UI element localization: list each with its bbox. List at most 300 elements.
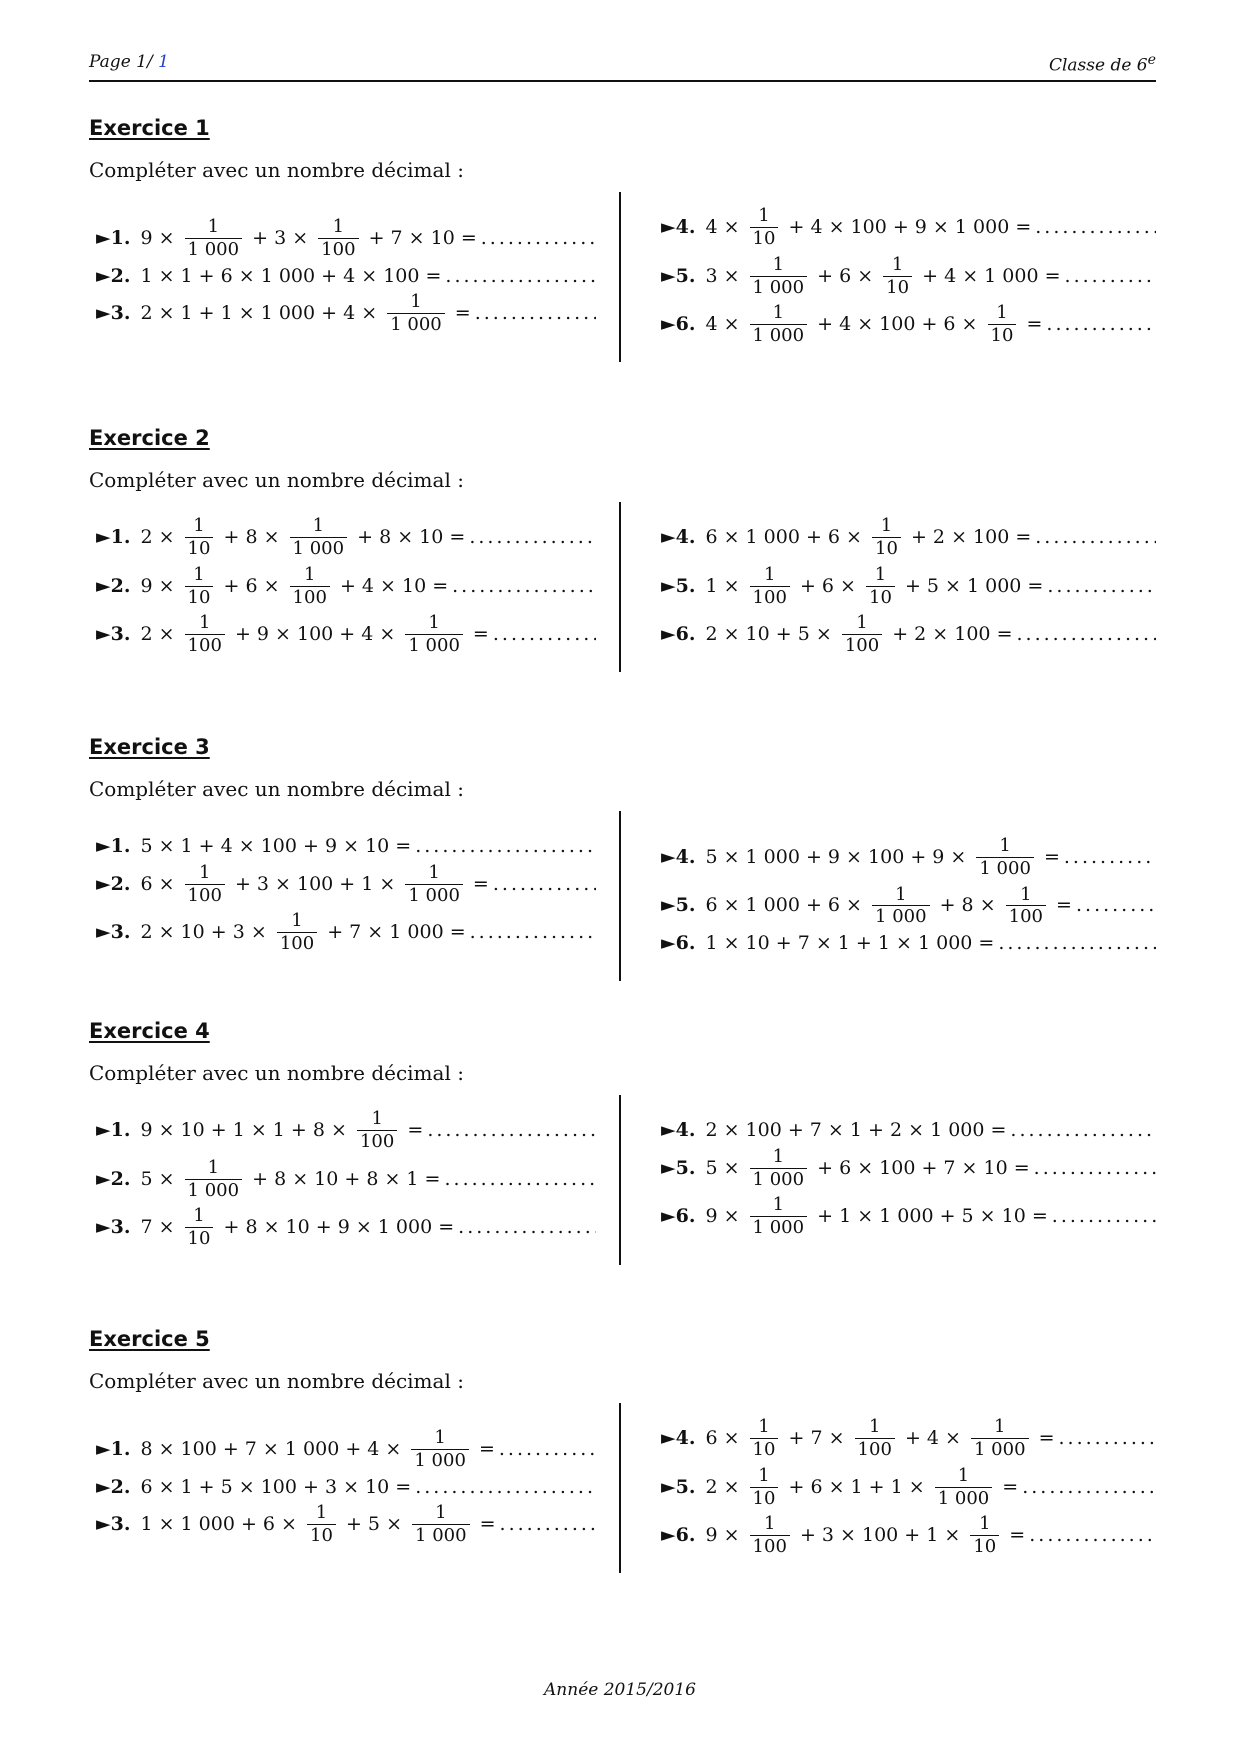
fraction [750, 206, 779, 249]
expression-text: 2 × [705, 1475, 746, 1498]
fraction [412, 1503, 470, 1546]
fraction [1006, 885, 1046, 928]
class-superscript: e [1147, 52, 1156, 68]
fraction-denominator: 100 [277, 932, 317, 954]
expression-text: + 6 × [793, 574, 862, 597]
expression-text: + 4 × 10 = [333, 574, 449, 597]
question-item [661, 303, 1156, 346]
page-number [89, 52, 169, 72]
fraction [405, 863, 463, 906]
fraction-denominator: 1 000 [750, 1216, 808, 1238]
expression-text: + 3 × 100 + 1 × [228, 872, 402, 895]
fraction-denominator: 100 [290, 586, 330, 608]
question-expression [705, 836, 1059, 879]
question-number: ►4. [661, 845, 696, 868]
left-column [96, 188, 596, 364]
page-link[interactable]: 1 [158, 52, 169, 72]
fraction-denominator: 1 000 [971, 1438, 1029, 1460]
question-expression [140, 516, 465, 559]
fraction-numerator: 1 [435, 1502, 447, 1524]
fraction-denominator: 100 [185, 884, 225, 906]
expression-text: 2 × [140, 623, 181, 646]
question-expression [140, 1206, 454, 1249]
question-item [96, 911, 596, 954]
fraction-numerator: 1 [880, 515, 893, 537]
fraction-denominator: 10 [307, 1524, 336, 1546]
question-number: ►3. [96, 1216, 131, 1239]
question-number: ►1. [96, 1118, 131, 1141]
expression-text: 2 × 10 + 3 × [140, 921, 273, 944]
expression-text: 2 × 10 + 5 × [705, 623, 838, 646]
exercise-columns [89, 807, 1156, 983]
question-expression [705, 565, 1043, 608]
expression-text: + 1 × 1 000 + 5 × 10 = [811, 1205, 1048, 1228]
answer-blank [444, 1169, 596, 1190]
fraction-numerator: 1 [874, 563, 887, 585]
question-item [661, 255, 1156, 298]
right-column [661, 1091, 1156, 1267]
fraction-denominator: 10 [185, 537, 214, 559]
answer-blank [1034, 1158, 1156, 1179]
fraction-denominator: 10 [185, 1227, 214, 1249]
question-number: ►3. [96, 921, 131, 944]
question-item [96, 217, 596, 260]
answer-blank [500, 1514, 596, 1535]
exercise-2 [89, 426, 1156, 674]
question-expression [705, 516, 1031, 559]
question-expression [140, 217, 476, 260]
answer-blank [475, 303, 596, 324]
expression-text: = [448, 302, 471, 325]
expression-text: 1 × 10 + 7 × 1 + 1 × 1 000 = [705, 932, 995, 955]
question-number: ►6. [661, 1524, 696, 1547]
answer-blank [1052, 1206, 1156, 1227]
column-divider [619, 1403, 621, 1573]
answer-blank [1010, 1120, 1156, 1141]
exercise-5 [89, 1327, 1156, 1575]
fraction-denominator: 1 000 [185, 238, 243, 260]
question-number: ►1. [96, 525, 131, 548]
fraction-numerator: 1 [410, 291, 422, 313]
fraction-numerator: 1 [312, 515, 325, 537]
answer-blank [493, 624, 596, 645]
fraction-denominator: 10 [185, 586, 214, 608]
fraction [750, 1195, 808, 1238]
fraction-numerator: 1 [315, 1502, 328, 1524]
question-item [661, 933, 1156, 954]
question-item [96, 565, 596, 608]
answer-blank [1035, 527, 1156, 548]
expression-text: 4 × [705, 215, 746, 238]
fraction-numerator: 1 [999, 834, 1011, 856]
expression-text: + 4 × 100 + 9 × 1 000 = [782, 215, 1032, 238]
fraction [185, 613, 225, 656]
question-expression [140, 911, 465, 954]
question-expression [705, 613, 1012, 656]
class-label [1049, 52, 1156, 76]
question-number: ►5. [661, 574, 696, 597]
exercise-title: Exercice 5 [89, 1327, 210, 1351]
fraction-denominator: 100 [750, 1535, 790, 1557]
question-item [661, 206, 1156, 249]
question-expression [140, 1109, 423, 1152]
expression-text: = [466, 872, 489, 895]
answer-blank [481, 228, 596, 249]
fraction-denominator: 10 [750, 1438, 779, 1460]
fraction [872, 516, 901, 559]
page-footer: Année 2015/2016 [544, 1680, 696, 1700]
question-number: ►4. [661, 1426, 696, 1449]
question-expression [140, 266, 441, 287]
expression-text: 6 × [140, 872, 181, 895]
fraction-numerator: 1 [891, 253, 904, 275]
column-divider [619, 811, 621, 981]
fraction-numerator: 1 [291, 910, 303, 932]
fraction [866, 565, 895, 608]
left-column [96, 498, 596, 674]
question-item [661, 1514, 1156, 1557]
fraction [970, 1514, 999, 1557]
question-number: ►5. [661, 1156, 696, 1179]
question-expression [705, 1120, 1006, 1141]
fraction-numerator: 1 [199, 612, 211, 634]
answer-blank [998, 933, 1156, 954]
fraction [411, 1428, 469, 1471]
fraction [971, 1417, 1029, 1460]
expression-text: + 4 × 1 000 = [916, 264, 1061, 287]
exercise-title: Exercice 3 [89, 735, 210, 759]
question-number: ►2. [96, 1475, 131, 1498]
fraction-denominator: 10 [750, 227, 779, 249]
fraction-numerator: 1 [371, 1108, 383, 1130]
fraction-denominator: 1 000 [290, 537, 348, 559]
expression-text: = [472, 1437, 495, 1460]
fraction [277, 911, 317, 954]
fraction [750, 1417, 779, 1460]
answer-blank [415, 1477, 596, 1498]
question-item [661, 885, 1156, 928]
answer-blank [427, 1120, 596, 1141]
fraction [750, 1147, 808, 1190]
expression-text: + 7 × [782, 1426, 851, 1449]
column-divider [619, 192, 621, 362]
expression-text: = [473, 1513, 496, 1536]
question-expression [140, 1158, 440, 1201]
fraction [750, 565, 790, 608]
fraction-denominator: 1 000 [411, 1449, 469, 1471]
question-number: ►1. [96, 1437, 131, 1460]
fraction-numerator: 1 [957, 1464, 970, 1486]
fraction [750, 255, 808, 298]
expression-text: = [466, 623, 489, 646]
expression-text: 3 × [705, 264, 746, 287]
answer-blank [415, 836, 596, 857]
fraction [387, 292, 445, 335]
question-expression [705, 255, 1060, 298]
fraction-denominator: 100 [842, 634, 882, 656]
fraction [935, 1466, 993, 1509]
fraction [405, 613, 463, 656]
expression-text: 9 × [705, 1205, 746, 1228]
question-item [96, 836, 596, 857]
fraction-denominator: 10 [988, 324, 1017, 346]
question-number: ►6. [661, 313, 696, 336]
fraction [855, 1417, 895, 1460]
fraction-denominator: 1 000 [935, 1487, 993, 1509]
fraction-denominator: 100 [357, 1130, 397, 1152]
fraction-denominator: 1 000 [185, 1179, 243, 1201]
fraction [318, 217, 358, 260]
fraction [750, 1466, 779, 1509]
fraction-numerator: 1 [1020, 883, 1032, 905]
expression-text: + 5 × [339, 1513, 409, 1536]
page-label: Page 1/ [89, 52, 159, 72]
question-item [661, 1120, 1156, 1141]
expression-text: + 6 × [811, 264, 880, 287]
expression-text: + 2 × 100 = [904, 525, 1032, 548]
fraction [185, 863, 225, 906]
fraction-denominator: 10 [750, 1487, 779, 1509]
fraction-denominator: 1 000 [750, 324, 808, 346]
question-item [96, 613, 596, 656]
question-item [96, 1158, 596, 1201]
question-expression [140, 613, 488, 656]
expression-text: + 2 × 100 = [886, 623, 1013, 646]
expression-text: + 9 × 100 + 4 × [228, 623, 402, 646]
answer-blank [493, 874, 596, 895]
expression-text: + 8 × 10 + 9 × 1 000 = [217, 1216, 455, 1239]
fraction-numerator: 1 [304, 563, 316, 585]
question-number: ►6. [661, 932, 696, 955]
question-item [661, 1195, 1156, 1238]
question-number: ►2. [96, 1167, 131, 1190]
expression-text: 9 × 10 + 1 × 1 + 8 × [140, 1118, 353, 1141]
question-item [96, 266, 596, 287]
expression-text: + 7 × 1 000 = [321, 921, 466, 944]
question-expression [705, 1195, 1047, 1238]
answer-blank [469, 527, 596, 548]
expression-text: 6 × 1 000 + 6 × [705, 525, 869, 548]
expression-text: + 3 × 100 + 1 × [793, 1524, 967, 1547]
exercise-instruction: Compléter avec un nombre décimal : [89, 1369, 464, 1393]
class-text: Classe de 6 [1048, 55, 1148, 76]
question-expression [140, 1428, 494, 1471]
question-item [661, 1417, 1156, 1460]
expression-text: 9 × [140, 226, 181, 249]
fraction [185, 1206, 214, 1249]
question-expression [705, 206, 1031, 249]
exercise-4 [89, 1019, 1156, 1267]
expression-text: + 6 × 100 + 7 × 10 = [811, 1156, 1030, 1179]
fraction-denominator: 10 [866, 586, 895, 608]
expression-text: 4 × [705, 313, 746, 336]
fraction-numerator: 1 [758, 205, 770, 227]
question-expression [705, 303, 1042, 346]
column-divider [619, 502, 621, 672]
expression-text: + 6 × 1 + 1 × [782, 1475, 931, 1498]
question-expression [705, 1514, 1025, 1557]
fraction-numerator: 1 [193, 515, 205, 537]
question-number: ►2. [96, 264, 131, 287]
fraction-denominator: 100 [750, 586, 790, 608]
question-number: ►1. [96, 834, 131, 857]
question-item [96, 292, 596, 335]
question-expression [705, 1417, 1054, 1460]
question-expression [140, 292, 470, 335]
fraction-numerator: 1 [428, 612, 440, 634]
expression-text: 1 × [705, 574, 746, 597]
fraction [872, 885, 930, 928]
question-item [661, 1147, 1156, 1190]
exercise-1 [89, 116, 1156, 364]
answer-blank [1059, 1428, 1157, 1449]
expression-text: + 4 × [898, 1426, 967, 1449]
expression-text: + 8 × 10 + 8 × 1 = [246, 1167, 441, 1190]
exercise-title: Exercice 1 [89, 116, 210, 140]
fraction [357, 1109, 397, 1152]
fraction-denominator: 100 [185, 634, 225, 656]
expression-text: + 8 × [933, 894, 1002, 917]
answer-blank [1035, 217, 1156, 238]
expression-text: 6 × 1 + 5 × 100 + 3 × 10 = [140, 1475, 412, 1498]
expression-text: 7 × [140, 1216, 181, 1239]
expression-text: = [996, 1475, 1019, 1498]
expression-text: = [1003, 1524, 1026, 1547]
question-number: ►2. [96, 872, 131, 895]
fraction-numerator: 1 [332, 215, 345, 237]
fraction-numerator: 1 [994, 1416, 1006, 1438]
question-number: ►5. [661, 1475, 696, 1498]
right-column [661, 1399, 1156, 1575]
fraction [185, 217, 243, 260]
fraction [290, 516, 348, 559]
fraction-denominator: 1 000 [872, 905, 930, 927]
exercise-instruction: Compléter avec un nombre décimal : [89, 158, 464, 182]
question-expression [140, 1503, 495, 1546]
question-item [96, 1477, 596, 1498]
fraction-numerator: 1 [764, 1513, 776, 1535]
fraction-numerator: 1 [434, 1426, 446, 1448]
question-item [661, 1466, 1156, 1509]
exercise-columns [89, 498, 1156, 674]
fraction-denominator: 1 000 [976, 857, 1034, 879]
page-header [89, 52, 1156, 82]
exercise-columns [89, 188, 1156, 364]
fraction-denominator: 10 [872, 537, 901, 559]
answer-blank [1029, 1525, 1156, 1546]
question-item [96, 1206, 596, 1249]
answer-blank [1016, 624, 1156, 645]
question-expression [140, 1477, 411, 1498]
fraction-numerator: 1 [979, 1513, 991, 1535]
expression-text: 1 × 1 000 + 6 × [140, 1513, 304, 1536]
question-item [96, 1503, 596, 1546]
expression-text: = [1032, 1426, 1055, 1449]
exercise-columns [89, 1091, 1156, 1267]
fraction-denominator: 1 000 [412, 1524, 470, 1546]
expression-text: + 8 × 10 = [351, 525, 466, 548]
fraction-numerator: 1 [772, 1194, 785, 1216]
expression-text: = [1037, 845, 1060, 868]
fraction-numerator: 1 [758, 1416, 770, 1438]
exercise-columns [89, 1399, 1156, 1575]
fraction-numerator: 1 [856, 612, 868, 634]
fraction-denominator: 1 000 [750, 276, 808, 298]
answer-blank [1064, 847, 1156, 868]
question-expression [140, 565, 448, 608]
fraction [185, 1158, 243, 1201]
question-expression [705, 933, 994, 954]
question-number: ►5. [661, 264, 696, 287]
expression-text: + 8 × [217, 525, 286, 548]
question-expression [705, 885, 1072, 928]
fraction [988, 303, 1017, 346]
answer-blank [1046, 314, 1156, 335]
question-item [661, 565, 1156, 608]
fraction [883, 255, 912, 298]
expression-text: + 4 × 100 + 6 × [811, 313, 984, 336]
question-number: ►4. [661, 215, 696, 238]
expression-text: 5 × 1 + 4 × 100 + 9 × 10 = [140, 834, 412, 857]
question-number: ►4. [661, 525, 696, 548]
expression-text: = [401, 1118, 424, 1141]
fraction-denominator: 100 [855, 1438, 895, 1460]
fraction-denominator: 1 000 [387, 313, 445, 335]
question-item [661, 613, 1156, 656]
expression-text: 1 × 1 + 6 × 1 000 + 4 × 100 = [140, 264, 442, 287]
question-item [96, 1109, 596, 1152]
expression-text: 8 × 100 + 7 × 1 000 + 4 × [140, 1437, 408, 1460]
expression-text: 6 × 1 000 + 6 × [705, 894, 869, 917]
expression-text: 2 × [140, 525, 181, 548]
fraction-numerator: 1 [772, 1145, 785, 1167]
answer-blank [445, 266, 596, 287]
fraction-numerator: 1 [996, 302, 1008, 324]
question-number: ►5. [661, 894, 696, 917]
question-expression [140, 863, 488, 906]
question-item [96, 1428, 596, 1471]
question-number: ►1. [96, 226, 131, 249]
fraction-numerator: 1 [199, 861, 211, 883]
fraction-denominator: 1 000 [405, 634, 463, 656]
fraction-numerator: 1 [869, 1416, 881, 1438]
question-number: ►4. [661, 1118, 696, 1141]
fraction-numerator: 1 [428, 861, 440, 883]
expression-text: 5 × 1 000 + 9 × 100 + 9 × [705, 845, 973, 868]
fraction-numerator: 1 [207, 215, 220, 237]
expression-text: 2 × 100 + 7 × 1 + 2 × 1 000 = [705, 1118, 1007, 1141]
fraction-numerator: 1 [764, 563, 776, 585]
question-expression [140, 836, 411, 857]
fraction [976, 836, 1034, 879]
exercise-instruction: Compléter avec un nombre décimal : [89, 777, 464, 801]
fraction-denominator: 1 000 [405, 884, 463, 906]
fraction-numerator: 1 [193, 1205, 205, 1227]
fraction-denominator: 100 [318, 238, 358, 260]
fraction [750, 1514, 790, 1557]
fraction [185, 516, 214, 559]
fraction-numerator: 1 [772, 253, 785, 275]
fraction-numerator: 1 [207, 1156, 220, 1178]
question-number: ►3. [96, 1513, 131, 1536]
exercise-instruction: Compléter avec un nombre décimal : [89, 1061, 464, 1085]
right-column [661, 807, 1156, 983]
answer-blank [452, 576, 596, 597]
expression-text: = [1050, 894, 1072, 917]
answer-blank [470, 922, 596, 943]
fraction-denominator: 10 [970, 1535, 999, 1557]
question-item [96, 516, 596, 559]
